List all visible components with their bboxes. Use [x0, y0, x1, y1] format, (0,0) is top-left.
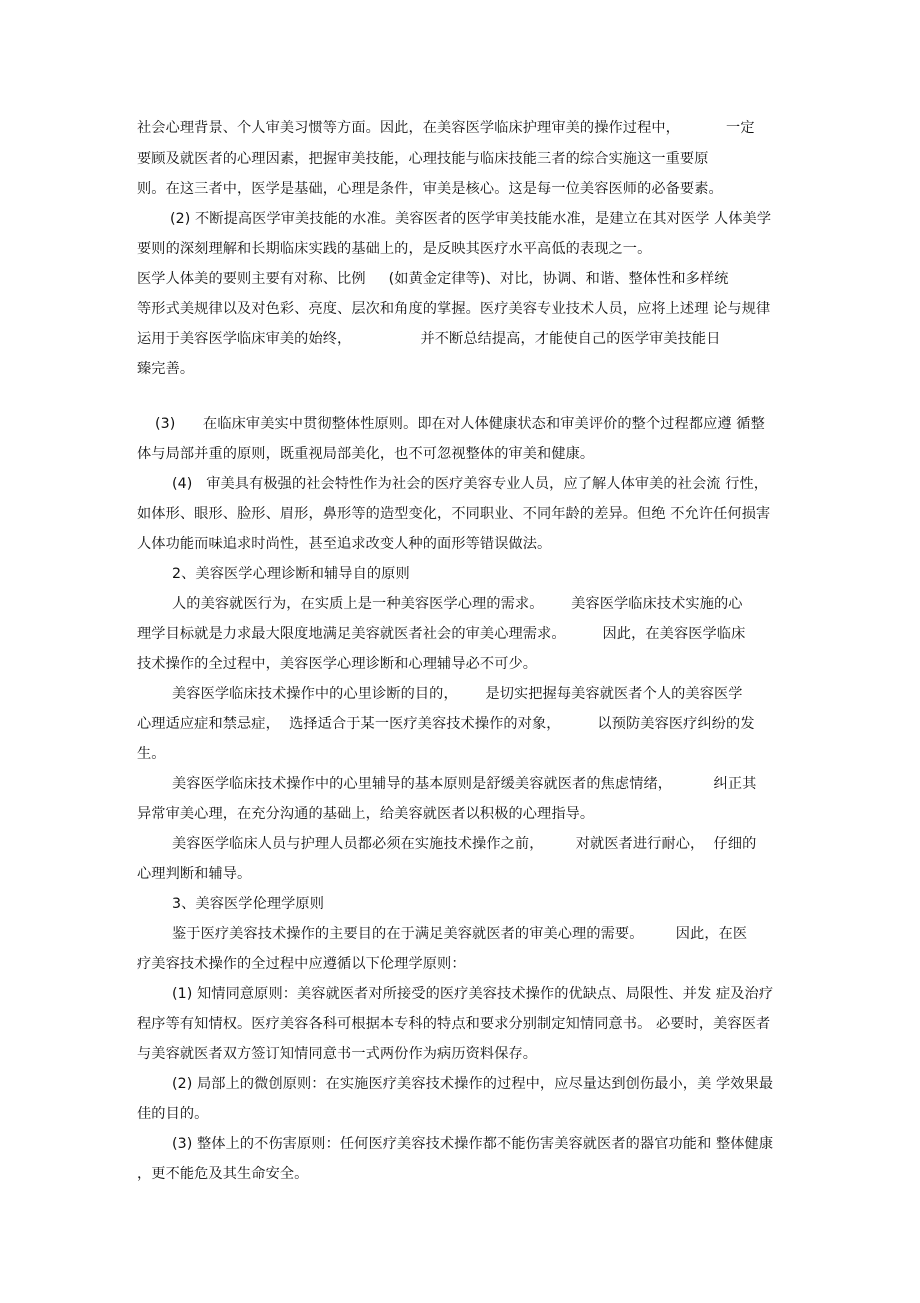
- text-line: 美容医学临床技术操作中的心里辅导的基本原则是舒缓美容就医者的焦虑情绪， 纠正其: [172, 776, 757, 792]
- text-line: 医学人体美的要则主要有对称、比例 (如黄金定律等)、对比，协调、和谐、整体性和多样统: [137, 271, 729, 287]
- text-line: 社会心理背景、个人审美习惯等方面。因此，在美容医学临床护理审美的操作过程中， 一定: [137, 120, 755, 136]
- text-line: 运用于美容医学临床审美的始终， 并不断总结提高，才能使自己的医学审美技能日: [137, 331, 721, 347]
- text-line: (3) 整体上的不伤害原则：任何医疗美容技术操作都不能伤害美容就医者的器官功能和 整体健康: [172, 1136, 774, 1152]
- text-line: (1) 知情同意原则：美容就医者对所接受的医疗美容技术操作的优缺点、局限性、并发 症及治疗: [172, 986, 774, 1002]
- text-line: 疗美容技术操作的全过程中应遵循以下伦理学原则：: [137, 956, 466, 972]
- text-line: 则。在这三者中，医学是基础，心理是条件，审美是核心。这是每一位美容医师的必备要素。: [137, 181, 723, 197]
- text-line: (4) 审美具有极强的社会特性作为社会的医疗美容专业人员，应了解人体审美的社会流 行性，: [172, 476, 769, 492]
- section-heading: 3、美容医学伦理学原则: [172, 896, 325, 912]
- text-line: 鉴于医疗美容技术操作的主要目的在于满足美容就医者的审美心理的需要。 因此，在医: [172, 926, 748, 942]
- text-line: 心理判断和辅导。: [137, 866, 252, 882]
- text-line: 要则的深刻理解和长期临床实践的基础上的，是反映其医疗水平高低的表现之一。: [137, 241, 652, 257]
- text-line: (3) 在临床审美实中贯彻整体性原则。即在对人体健康状态和审美评价的整个过程都应遵 循整: [155, 416, 765, 432]
- text-line: 心理适应症和禁忌症， 选择适合于某一医疗美容技术操作的对象， 以预防美容医疗纠纷的发: [137, 716, 755, 732]
- text-line: 与美容就医者双方签订知情同意书一式两份作为病历资料保存。: [137, 1046, 538, 1062]
- text-line: 美容医学临床技术操作中的心里诊断的目的， 是切实把握每美容就医者个人的美容医学: [172, 686, 743, 702]
- text-line: 臻完善。: [137, 361, 195, 377]
- text-line: 人体功能而味追求时尚性，甚至追求改变人种的面形等错误做法。: [137, 536, 552, 552]
- text-line: 程序等有知情权。医疗美容各科可根据本专科的特点和要求分别制定知情同意书。 必要时，美容医者: [137, 1016, 771, 1032]
- section-heading: 2、美容医学心理诊断和辅导自的原则: [172, 566, 410, 582]
- text-line: (2) 局部上的微创原则：在实施医疗美容技术操作的过程中，应尽量达到创伤最小，美 学效果最: [172, 1076, 774, 1092]
- text-line: 美容医学临床人员与护理人员都必须在实施技术操作之前， 对就医者进行耐心， 仔细的: [172, 836, 757, 852]
- text-line: 等形式美规律以及对色彩、亮度、层次和角度的掌握。医疗美容专业技术人员，应将上述理 论与规律: [137, 301, 771, 317]
- text-line: 人的美容就医行为，在实质上是一种美容医学心理的需求。 美容医学临床技术实施的心: [172, 596, 743, 612]
- text-line: ，更不能危及其生命安全。: [137, 1166, 309, 1182]
- text-line: 如体形、眼形、脸形、眉形，鼻形等的造型变化，不同职业、不同年龄的差异。但绝 不允许任何损害: [137, 506, 771, 522]
- text-line: (2) 不断提高医学审美技能的水准。美容医者的医学审美技能水准，是建立在其对医学 人体美学: [170, 211, 772, 227]
- text-line: 体与局部并重的原则，既重视局部美化，也不可忽视整体的审美和健康。: [137, 446, 595, 462]
- text-line: 要顾及就医者的心理因素，把握审美技能，心理技能与临床技能三者的综合实施这一重要原: [137, 151, 709, 167]
- text-line: 佳的目的。: [137, 1106, 209, 1122]
- text-line: 异常审美心理，在充分沟通的基础上，给美容就医者以积极的心理指导。: [137, 806, 595, 822]
- text-line: 生。: [137, 746, 166, 762]
- text-line: 技术操作的全过程中，美容医学心理诊断和心理辅导必不可少。: [137, 656, 538, 672]
- text-line: 理学目标就是力求最大限度地满足美容就医者社会的审美心理需求。 因此，在美容医学临床: [137, 626, 746, 642]
